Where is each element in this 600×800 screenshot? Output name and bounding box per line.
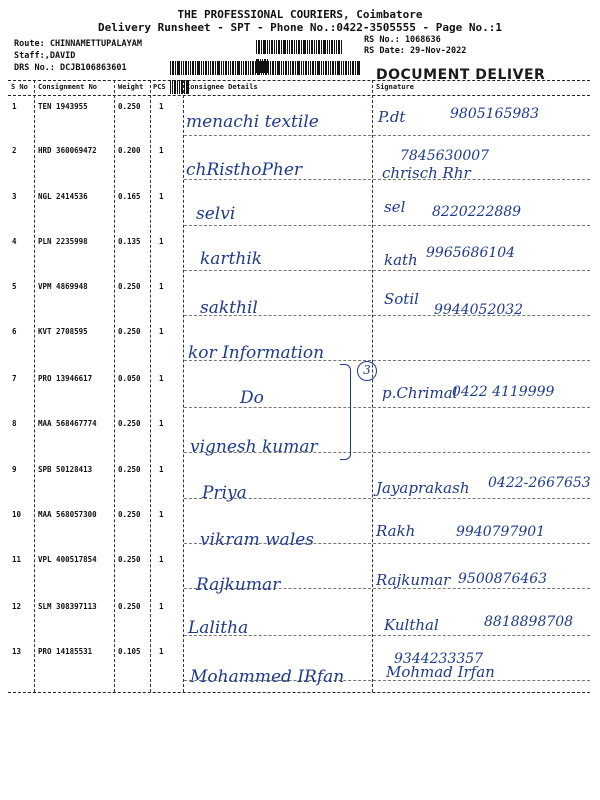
group-count-mark: 3 — [357, 361, 377, 381]
pieces-count: 1 — [159, 465, 164, 474]
runsheet-title: Delivery Runsheet - SPT - Phone No.:0422-3505555 - Page No.:1 — [98, 21, 502, 34]
consignee-name: menachi textile — [186, 112, 319, 132]
route-label: Route: CHINNAMETTUPALAYAM — [14, 39, 142, 49]
rs-number: RS No.: 1068636 — [364, 35, 441, 45]
consignment-number: PRO 14185531 — [38, 647, 93, 656]
group-bracket — [340, 364, 351, 460]
col-weight: Weight — [118, 83, 144, 91]
consignee-name: kor Information — [188, 343, 325, 363]
serial-number: 5 — [12, 282, 17, 291]
pieces-count: 1 — [159, 602, 164, 611]
consignee-name: sakthil — [200, 298, 258, 318]
barcode-drs — [170, 61, 362, 75]
serial-number: 3 — [12, 192, 17, 201]
pieces-count: 1 — [159, 555, 164, 564]
consignment-number: PRO 13946617 — [38, 374, 93, 383]
receiver-phone: 9940797901 — [456, 524, 546, 540]
serial-number: 1 — [12, 102, 17, 111]
company-title: THE PROFESSIONAL COURIERS, Coimbatore — [177, 8, 423, 21]
receiver-signature: Sotil — [384, 290, 419, 308]
receiver-signature: Jayaprakash — [376, 479, 470, 497]
weight-value: 0.250 — [118, 327, 141, 336]
weight-value: 0.050 — [118, 374, 141, 383]
serial-number: 8 — [12, 419, 17, 428]
table-header — [8, 80, 590, 96]
weight-value: 0.165 — [118, 192, 141, 201]
weight-value: 0.250 — [118, 102, 141, 111]
consignee-name: Mohammed IRfan — [190, 667, 345, 687]
row-rule — [184, 270, 590, 271]
receiver-phone: 0422-2667653 — [488, 475, 591, 491]
consignee-name: chRisthoPher — [186, 160, 303, 180]
consignment-number: SLM 308397113 — [38, 602, 97, 611]
serial-number: 13 — [12, 647, 22, 656]
consignee-name: Do — [240, 388, 264, 408]
receiver-signature: sel — [384, 198, 406, 216]
consignee-name: selvi — [196, 204, 236, 224]
serial-number: 4 — [12, 237, 17, 246]
receiver-signature: p.Chrimal — [382, 384, 458, 402]
col-consignment: Consignment No — [38, 83, 98, 91]
receiver-signature: P.dt — [378, 108, 406, 126]
consignee-name: karthik — [200, 249, 263, 269]
pieces-count: 1 — [159, 510, 164, 519]
weight-value: 0.105 — [118, 647, 141, 656]
staff-label: Staff:,DAVID — [14, 51, 76, 61]
receiver-phone: 8818898708 — [484, 614, 574, 630]
consignee-name: vignesh kumar — [190, 437, 318, 457]
receiver-signature: Rajkumar — [376, 571, 451, 589]
rs-date: RS Date: 29-Nov-2022 — [364, 46, 467, 56]
barcode-top — [256, 40, 346, 54]
receiver-signature: Kulthal — [384, 616, 439, 634]
serial-number: 9 — [12, 465, 17, 474]
weight-value: 0.250 — [118, 510, 141, 519]
pieces-count: 1 — [159, 374, 164, 383]
receiver-phone: 7845630007 — [400, 148, 490, 164]
consignment-number: VPM 4869948 — [38, 282, 88, 291]
consignee-name: Rajkumar — [196, 575, 281, 595]
pieces-count: 1 — [159, 102, 164, 111]
pieces-count: 1 — [159, 192, 164, 201]
pieces-count: 1 — [159, 282, 164, 291]
pieces-count: 1 — [159, 419, 164, 428]
consignee-name: Priya — [202, 483, 247, 503]
consignment-number: MAA 568467774 — [38, 419, 97, 428]
table-bottom-rule — [8, 692, 590, 693]
consignee-name: vikram wales — [200, 530, 315, 550]
consignment-number: VPL 400517854 — [38, 555, 97, 564]
receiver-phone: 9944052032 — [434, 302, 524, 318]
drs-number: DRS No.: DCJB106863601 — [14, 63, 127, 73]
consignment-number: MAA 568057300 — [38, 510, 97, 519]
serial-number: 2 — [12, 146, 17, 155]
serial-number: 7 — [12, 374, 17, 383]
serial-number: 12 — [12, 602, 22, 611]
serial-number: 6 — [12, 327, 17, 336]
consignment-number: SPB 50128413 — [38, 465, 93, 474]
receiver-phone: 8220222889 — [432, 204, 522, 220]
pieces-count: 1 — [159, 327, 164, 336]
weight-value: 0.200 — [118, 146, 141, 155]
receiver-phone: 0422 4119999 — [452, 384, 555, 400]
weight-value: 0.250 — [118, 282, 141, 291]
weight-value: 0.250 — [118, 419, 141, 428]
receiver-signature: Rakh — [376, 522, 416, 540]
col-consignee: Consignee Details — [186, 83, 258, 91]
receiver-phone: 9344233357 — [394, 651, 484, 667]
col-sno: S No — [11, 83, 28, 91]
consignment-number: PLN 2235998 — [38, 237, 88, 246]
receiver-phone: 9500876463 — [458, 571, 548, 587]
serial-number: 10 — [12, 510, 22, 519]
receiver-phone: 9805165983 — [450, 106, 540, 122]
weight-value: 0.250 — [118, 555, 141, 564]
receiver-signature: kath — [384, 251, 418, 269]
col-pcs: PCS — [153, 83, 166, 91]
delivered-stamp: DOCUMENT DELIVER — [376, 67, 546, 83]
weight-value: 0.250 — [118, 465, 141, 474]
consignment-number: NGL 2414536 — [38, 192, 88, 201]
pieces-count: 1 — [159, 647, 164, 656]
receiver-signature: chrisch Rhr — [382, 164, 471, 182]
row-rule — [184, 135, 590, 136]
consignment-number: HRD 360069472 — [38, 146, 97, 155]
weight-value: 0.250 — [118, 602, 141, 611]
consignee-name: Lalitha — [188, 618, 249, 638]
consignment-number: KVT 2708595 — [38, 327, 88, 336]
pieces-count: 1 — [159, 237, 164, 246]
pieces-count: 1 — [159, 146, 164, 155]
receiver-phone: 9965686104 — [426, 245, 516, 261]
consignment-number: TEN 1943955 — [38, 102, 88, 111]
col-signature: Signature — [376, 83, 414, 91]
serial-number: 11 — [12, 555, 22, 564]
receiver-signature: Mohmad Irfan — [386, 663, 495, 681]
weight-value: 0.135 — [118, 237, 141, 246]
row-rule — [184, 225, 590, 226]
